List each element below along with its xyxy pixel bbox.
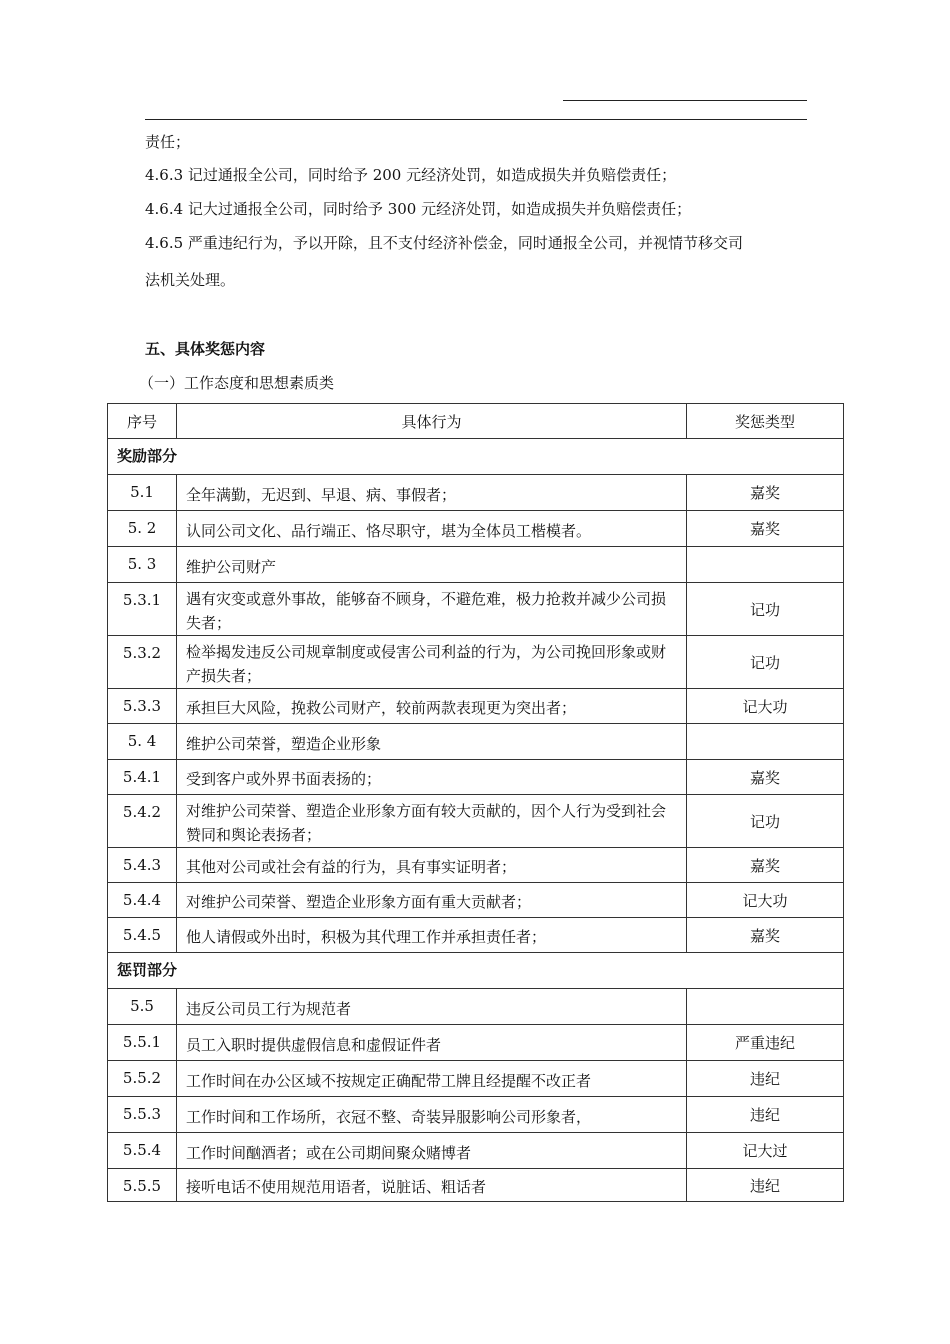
cell-type: 嘉奖 bbox=[687, 475, 844, 511]
cell-type: 记功 bbox=[687, 795, 844, 848]
cell-type: 违纪 bbox=[687, 1061, 844, 1097]
section-row bbox=[108, 439, 844, 475]
table-row bbox=[108, 883, 844, 918]
cell-number: 5.4.2 bbox=[108, 795, 177, 848]
table-row bbox=[108, 547, 844, 583]
cell-type: 违纪 bbox=[687, 1097, 844, 1133]
cell-number: 5.3.2 bbox=[108, 636, 177, 689]
table-row bbox=[108, 475, 844, 511]
cell-number: 5. 4 bbox=[108, 724, 177, 760]
section-label: 惩罚部分 bbox=[108, 953, 844, 989]
text-line: 法机关处理。 bbox=[145, 271, 236, 289]
text-line: 4.6.5 严重违纪行为，予以开除，且不支付经济补偿金，同时通报全公司，并视情节移交司 bbox=[145, 234, 743, 252]
cell-behavior: 工作时间酗酒者；或在公司期间聚众赌博者 bbox=[177, 1133, 687, 1169]
table-row bbox=[108, 511, 844, 547]
cell-behavior: 检举揭发违反公司规章制度或侵害公司利益的行为，为公司挽回形象或财产损失者； bbox=[177, 636, 687, 689]
table-row bbox=[108, 1025, 844, 1061]
table-row bbox=[108, 689, 844, 724]
cell-number: 5.5.2 bbox=[108, 1061, 177, 1097]
table-row bbox=[108, 1133, 844, 1169]
cell-number: 5.5.3 bbox=[108, 1097, 177, 1133]
cell-behavior: 维护公司财产 bbox=[177, 547, 687, 583]
header-rule bbox=[145, 119, 807, 120]
cell-type: 记功 bbox=[687, 636, 844, 689]
cell-behavior: 违反公司员工行为规范者 bbox=[177, 989, 687, 1025]
subsection-title: （一）工作态度和思想素质类 bbox=[139, 374, 335, 392]
section-title: 五、具体奖惩内容 bbox=[145, 340, 266, 358]
table-row bbox=[108, 1061, 844, 1097]
cell-behavior: 工作时间在办公区域不按规定正确配带工牌且经提醒不改正者 bbox=[177, 1061, 687, 1097]
cell-behavior: 维护公司荣誉，塑造企业形象 bbox=[177, 724, 687, 760]
cell-number: 5.5 bbox=[108, 989, 177, 1025]
section-row bbox=[108, 953, 844, 989]
table-row bbox=[108, 583, 844, 636]
table-row bbox=[108, 989, 844, 1025]
cell-behavior: 全年满勤，无迟到、早退、病、事假者； bbox=[177, 475, 687, 511]
cell-behavior: 其他对公司或社会有益的行为，具有事实证明者； bbox=[177, 848, 687, 883]
cell-number: 5.1 bbox=[108, 475, 177, 511]
table-row bbox=[108, 760, 844, 795]
header-rule-short bbox=[563, 100, 807, 101]
cell-type: 嘉奖 bbox=[687, 511, 844, 547]
cell-behavior: 对维护公司荣誉、塑造企业形象方面有重大贡献者； bbox=[177, 883, 687, 918]
table-row bbox=[108, 918, 844, 953]
header-type: 奖惩类型 bbox=[687, 404, 844, 439]
text-line: 责任； bbox=[145, 133, 191, 151]
cell-type bbox=[687, 547, 844, 583]
cell-behavior: 员工入职时提供虚假信息和虚假证件者 bbox=[177, 1025, 687, 1061]
text-line: 4.6.3 记过通报全公司，同时给予 200 元经济处罚，如造成损失并负赔偿责任； bbox=[145, 166, 677, 184]
cell-type: 严重违纪 bbox=[687, 1025, 844, 1061]
cell-number: 5.5.4 bbox=[108, 1133, 177, 1169]
cell-type: 记大功 bbox=[687, 883, 844, 918]
cell-number: 5. 2 bbox=[108, 511, 177, 547]
cell-number: 5.3.3 bbox=[108, 689, 177, 724]
cell-type: 嘉奖 bbox=[687, 760, 844, 795]
cell-number: 5.5.1 bbox=[108, 1025, 177, 1061]
cell-behavior: 认同公司文化、品行端正、恪尽职守，堪为全体员工楷模者。 bbox=[177, 511, 687, 547]
table-row bbox=[108, 636, 844, 689]
header-no: 序号 bbox=[108, 404, 177, 439]
cell-number: 5.5.5 bbox=[108, 1169, 177, 1202]
cell-type: 记大功 bbox=[687, 689, 844, 724]
section-label: 奖励部分 bbox=[108, 439, 844, 475]
cell-behavior: 受到客户或外界书面表扬的； bbox=[177, 760, 687, 795]
cell-type: 违纪 bbox=[687, 1169, 844, 1202]
cell-type bbox=[687, 724, 844, 760]
cell-type: 记大过 bbox=[687, 1133, 844, 1169]
table-row bbox=[108, 1097, 844, 1133]
cell-number: 5.3.1 bbox=[108, 583, 177, 636]
cell-behavior: 接听电话不使用规范用语者，说脏话、粗话者 bbox=[177, 1169, 687, 1202]
cell-number: 5.4.3 bbox=[108, 848, 177, 883]
cell-number: 5.4.1 bbox=[108, 760, 177, 795]
cell-type: 嘉奖 bbox=[687, 848, 844, 883]
table-header-row bbox=[108, 404, 844, 439]
cell-behavior: 工作时间和工作场所，衣冠不整、奇装异服影响公司形象者， bbox=[177, 1097, 687, 1133]
cell-number: 5. 3 bbox=[108, 547, 177, 583]
table-row bbox=[108, 795, 844, 848]
table-row bbox=[108, 848, 844, 883]
table-row bbox=[108, 1169, 844, 1202]
cell-behavior: 承担巨大风险，挽救公司财产，较前两款表现更为突出者； bbox=[177, 689, 687, 724]
cell-number: 5.4.4 bbox=[108, 883, 177, 918]
cell-type: 记功 bbox=[687, 583, 844, 636]
cell-behavior: 他人请假或外出时，积极为其代理工作并承担责任者； bbox=[177, 918, 687, 953]
cell-behavior: 对维护公司荣誉、塑造企业形象方面有较大贡献的，因个人行为受到社会赞同和舆论表扬者； bbox=[177, 795, 687, 848]
header-behavior: 具体行为 bbox=[177, 404, 687, 439]
cell-behavior: 遇有灾变或意外事故，能够奋不顾身，不避危难，极力抢救并减少公司损失者； bbox=[177, 583, 687, 636]
rules-table bbox=[107, 403, 844, 1202]
text-line: 4.6.4 记大过通报全公司，同时给予 300 元经济处罚，如造成损失并负赔偿责任； bbox=[145, 200, 692, 218]
cell-type bbox=[687, 989, 844, 1025]
cell-number: 5.4.5 bbox=[108, 918, 177, 953]
table-row bbox=[108, 724, 844, 760]
cell-type: 嘉奖 bbox=[687, 918, 844, 953]
